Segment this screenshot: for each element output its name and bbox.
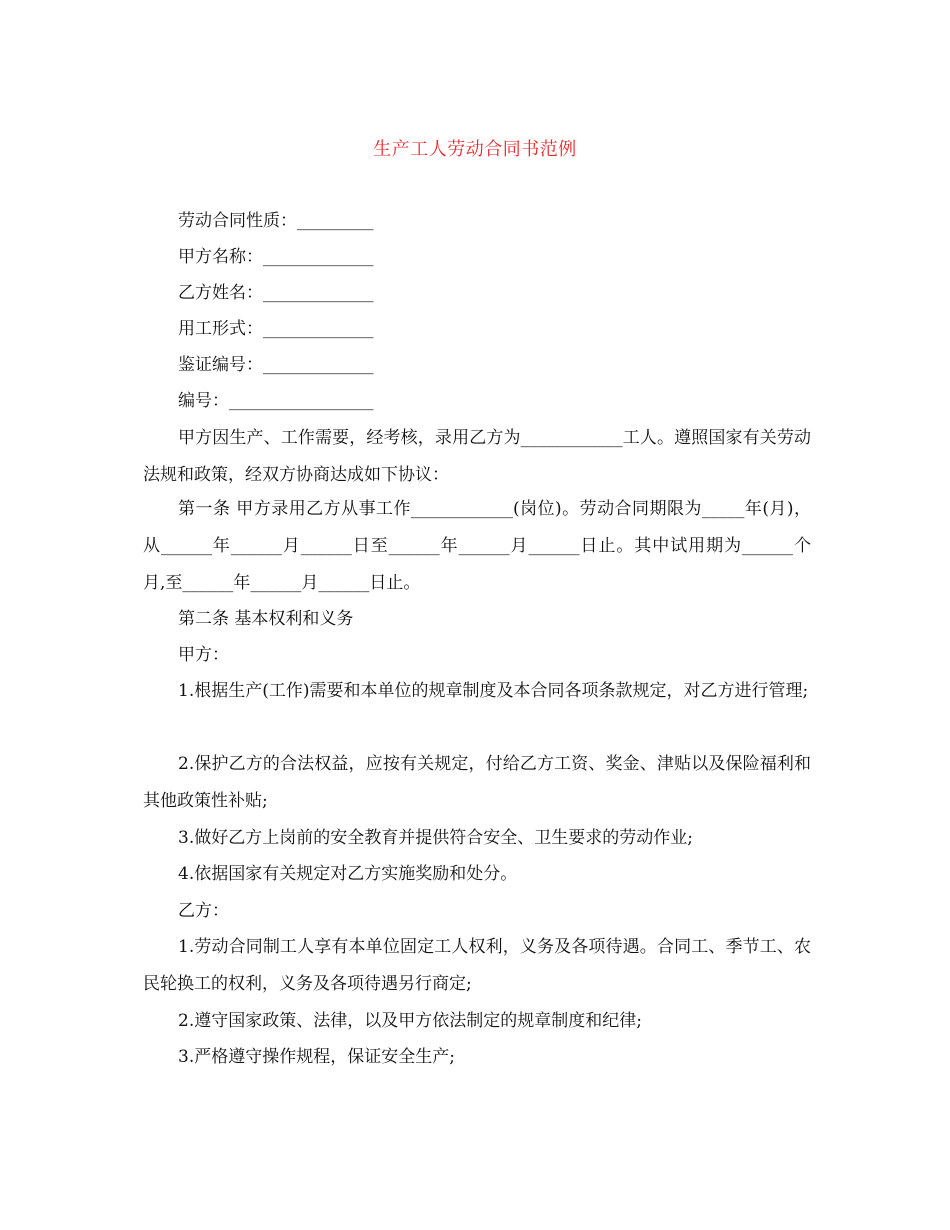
field-contract-nature: [178, 210, 374, 232]
field-blank: _____________: [263, 355, 374, 375]
party-b-item-3: 3.严格遵守操作规程，保证安全生产;: [178, 1047, 455, 1067]
field-blank: _____________: [263, 247, 374, 267]
party-b-label: 乙方：: [178, 901, 229, 921]
article-1-paragraph: 第一条 甲方录用乙方从事工作____________(岗位)。劳动合同期限为_____年(月)，从______年______月______日至______年______月______日止。其中试用期为______个月,至______年______月______日止。: [143, 499, 811, 593]
field-party-a-name: [178, 246, 374, 268]
party-b-item-2: 2.遵守国家政策、法律，以及甲方依法制定的规章制度和纪律;: [178, 1011, 642, 1031]
field-employment-form: [178, 318, 374, 340]
field-blank: _____________: [263, 319, 374, 339]
party-a-label: 甲方：: [178, 645, 229, 665]
field-party-b-name: [178, 282, 374, 304]
field-label: 甲方名称：: [178, 247, 263, 267]
intro-paragraph: 甲方因生产、工作需要，经考核，录用乙方为____________工人。遵照国家有关劳动法规和政策，经双方协商达成如下协议：: [143, 428, 811, 485]
article-2-heading: 第二条 基本权利和义务: [178, 609, 354, 629]
field-number: [178, 390, 374, 412]
field-blank: _____________: [263, 283, 374, 303]
party-a-item-3: 3.做好乙方上岗前的安全教育并提供符合安全、卫生要求的劳动作业;: [178, 828, 693, 848]
field-label: 劳动合同性质：: [178, 211, 297, 231]
party-a-item-4: 4.依据国家有关规定对乙方实施奖励和处分。: [178, 864, 518, 884]
field-label: 编号：: [178, 391, 229, 411]
field-blank: _________________: [229, 391, 374, 411]
party-b-item-1: 1.劳动合同制工人享有本单位固定工人权利，义务及各项待遇。合同工、季节工、农民轮换工的权利，义务及各项待遇另行商定;: [143, 937, 811, 994]
party-a-item-2: 2.保护乙方的合法权益，应按有关规定，付给乙方工资、奖金、津贴以及保险福利和其他政策性补贴;: [143, 754, 811, 811]
field-blank: _________: [297, 211, 374, 231]
document-title: 生产工人劳动合同书范例: [373, 139, 577, 160]
field-certification-number: [178, 354, 374, 376]
field-label: 用工形式：: [178, 319, 263, 339]
party-a-item-1: 1.根据生产(工作)需要和本单位的规章制度及本合同各项条款规定，对乙方进行管理;: [178, 681, 809, 701]
field-label: 鉴证编号：: [178, 355, 263, 375]
field-label: 乙方姓名：: [178, 283, 263, 303]
